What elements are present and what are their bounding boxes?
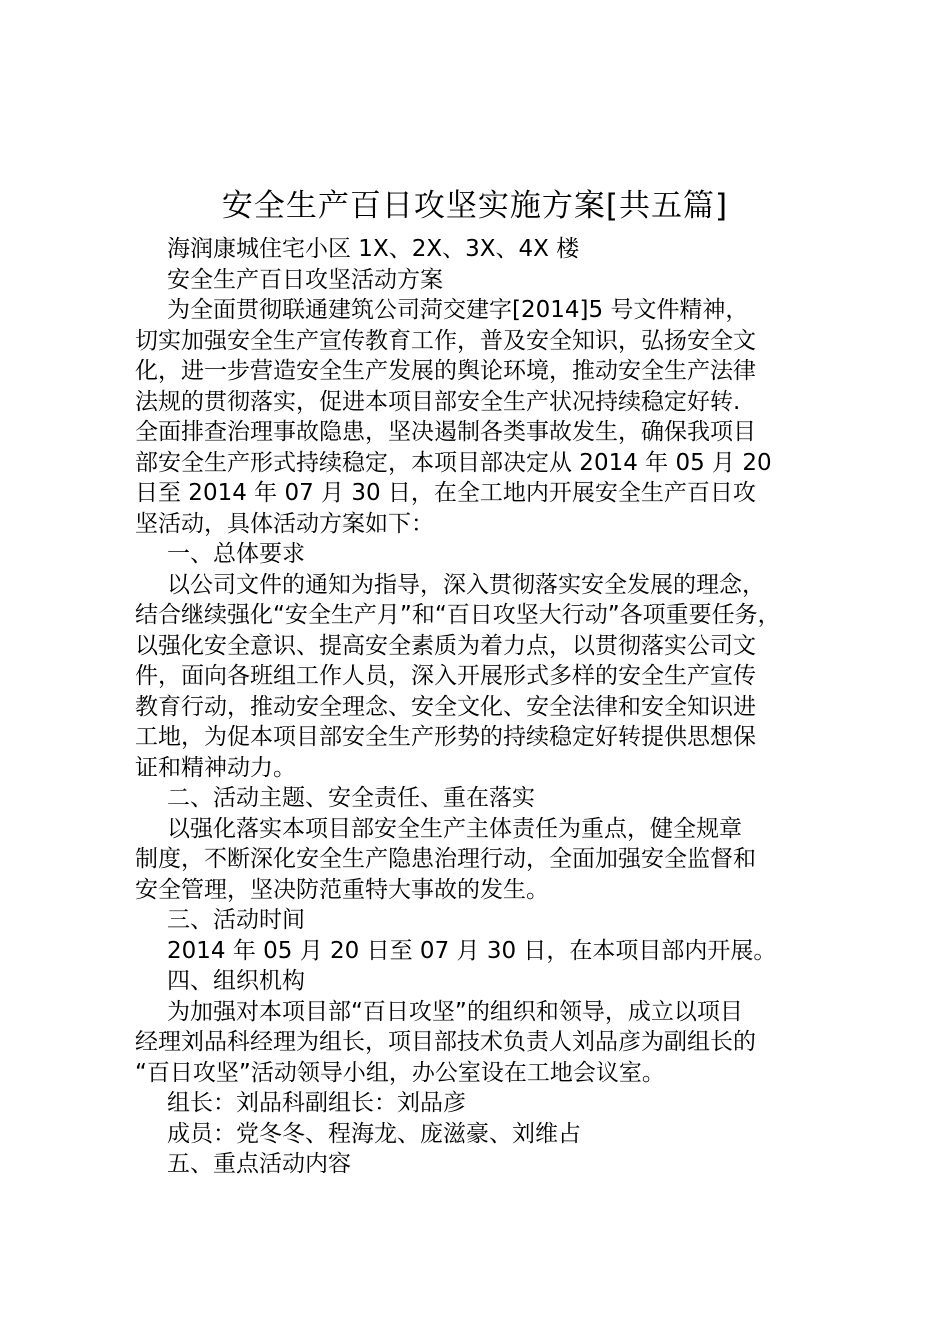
section-heading: 二、活动主题、安全责任、重在落实 [167,785,535,811]
paragraph-line: 工地，为促本项目部安全生产形势的持续稳定好转提供思想保 [135,724,756,750]
paragraph-line: 制度，不断深化安全生产隐患治理行动，全面加强安全监督和 [135,846,756,872]
document-body [135,234,835,1180]
paragraph-line: 以公司文件的通知为指导，深入贯彻落实安全发展的理念， [167,571,765,598]
plan-subtitle-line: 安全生产百日攻坚活动方案 [167,266,443,293]
paragraph-line: 成员：党冬冬、程海龙、庞滋豪、刘维占 [167,1120,581,1147]
document-title: 安全生产百日攻坚实施方案[共五篇] [221,188,729,224]
paragraph-line: 为全面贯彻联通建筑公司菏交建字[2014]5 号文件精神， [167,297,749,323]
paragraph-line: 法规的贯彻落实，促进本项目部安全生产状况持续稳定好转. [135,388,741,415]
section-heading: 一、总体要求 [167,541,305,567]
paragraph-line: 教育行动，推动安全理念、安全文化、安全法律和安全知识进 [135,693,756,720]
paragraph-line: 经理刘品科经理为组长，项目部技术负责人刘品彦为副组长的 [135,1029,756,1055]
paragraph-line: 切实加强安全生产宣传教育工作，普及安全知识，弘扬安全文 [135,327,756,354]
section-heading: 五、重点活动内容 [167,1151,351,1177]
project-name-line: 海润康城住宅小区 1X、2X、3X、4X 楼 [167,236,580,262]
section-heading: 三、活动时间 [167,907,305,933]
paragraph-line: 日至 2014 年 07 月 30 日，在全工地内开展安全生产百日攻 [135,480,756,506]
paragraph-line: 坚活动，具体活动方案如下： [135,510,434,537]
paragraph-line: 证和精神动力。 [135,754,296,781]
paragraph-line: 化，进一步营造安全生产发展的舆论环境，推动安全生产法律 [135,358,756,384]
paragraph-line: 为加强对本项目部“百日攻坚”的组织和领导，成立以项目 [167,998,743,1025]
paragraph-line: 组长：刘品科副组长：刘品彦 [167,1090,466,1116]
paragraph-line: 全面排查治理事故隐患，坚决遏制各类事故发生，确保我项目 [135,419,756,445]
paragraph-line: 结合继续强化“安全生产月”和“百日攻坚大行动”各项重要任务， [135,602,781,628]
paragraph-line: 2014 年 05 月 20 日至 07 月 30 日，在本项目部内开展。 [167,937,777,964]
paragraph-line: “百日攻坚”活动领导小组，办公室设在工地会议室。 [135,1059,665,1086]
paragraph-line: 件，面向各班组工作人员，深入开展形式多样的安全生产宣传 [135,663,756,689]
section-heading: 四、组织机构 [167,968,305,994]
paragraph-line: 部安全生产形式持续稳定，本项目部决定从 2014 年 05 月 20 [135,449,772,476]
paragraph-line: 以强化落实本项目部安全生产主体责任为重点，健全规章 [167,815,742,842]
paragraph-line: 以强化安全意识、提高安全素质为着力点，以贯彻落实公司文 [135,632,756,659]
paragraph-line: 安全管理，坚决防范重特大事故的发生。 [135,876,549,903]
